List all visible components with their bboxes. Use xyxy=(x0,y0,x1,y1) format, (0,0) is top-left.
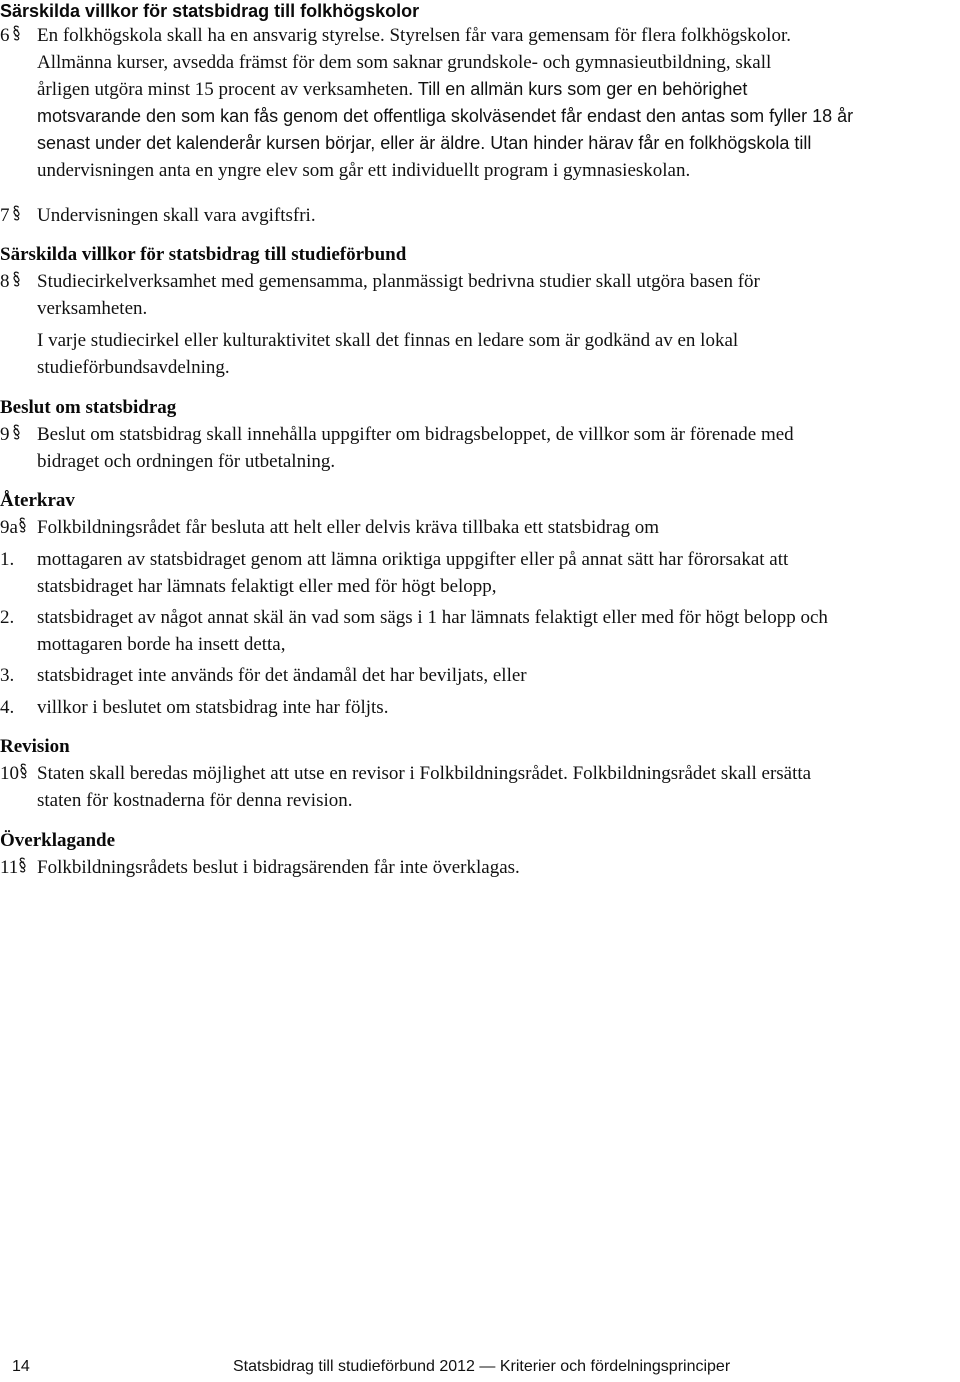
paragraph-number: 9a xyxy=(0,514,36,541)
section-sign-icon xyxy=(18,516,27,534)
paragraph-8 xyxy=(0,268,960,322)
section-heading-revision: Revision xyxy=(0,736,70,757)
paragraph-line: Folkbildningsrådet får besluta att helt eller delvis kräva tillbaka ett statsbidrag om xyxy=(37,517,660,538)
paragraph-line: senast under det kalenderår kursen börjar, eller är äldre. Utan hinder härav får en folkhögskola till xyxy=(37,133,812,153)
paragraph-number: 8 xyxy=(0,268,36,295)
list-item xyxy=(0,546,960,600)
list-item-line: statsbidraget inte används för det ändamål det har beviljats, eller xyxy=(37,665,527,686)
paragraph-line: årligen utgöra minst 15 procent av verksamheten. Till en allmän kurs som ger en behörighet xyxy=(37,79,748,100)
paragraph-line: En folkhögskola skall ha en ansvarig styrelse. Styrelsen får vara gemensam för flera folkhögskolor. xyxy=(37,25,791,46)
paragraph-7 xyxy=(0,202,960,229)
section-sign-icon xyxy=(12,204,21,222)
section-heading-overklagande: Överklagande xyxy=(0,830,116,851)
paragraph-8-continued xyxy=(0,327,960,381)
paragraph-line: Folkbildningsrådets beslut i bidragsärenden får inte överklagas. xyxy=(37,857,520,878)
paragraph-number: 9 xyxy=(0,421,36,448)
paragraph-10 xyxy=(0,760,960,814)
list-item xyxy=(0,694,960,721)
paragraph-number: 7 xyxy=(0,202,36,229)
paragraph-number: 10 xyxy=(0,760,36,787)
paragraph-line: studieförbundsavdelning. xyxy=(37,357,230,378)
section-sign-icon xyxy=(12,270,21,288)
list-item-number: 1. xyxy=(0,549,15,570)
list-item-line: mottagaren av statsbidraget genom att lämna oriktiga uppgifter eller på annat sätt har förorsakat att xyxy=(37,549,789,570)
paragraph-line: Staten skall beredas möjlighet att utse en revisor i Folkbildningsrådet. Folkbildningsrådet skall ersätta xyxy=(37,763,812,784)
section-sign-icon xyxy=(12,24,21,42)
section-heading-studieforbund: Särskilda villkor för statsbidrag till studieförbund xyxy=(0,244,407,265)
paragraph-9 xyxy=(0,421,960,475)
list-item xyxy=(0,662,960,689)
paragraph-9a xyxy=(0,514,960,541)
section-sign-icon xyxy=(18,856,27,874)
paragraph-line: staten för kostnaderna för denna revision. xyxy=(37,790,353,811)
section-heading-aterkrav: Återkrav xyxy=(0,490,75,511)
section-sign-icon xyxy=(19,762,28,780)
list-item-line: mottagaren borde ha insett detta, xyxy=(37,634,286,655)
paragraph-line: Allmänna kurser, avsedda främst för dem som saknar grundskole- och gymnasieutbildning, skall xyxy=(37,52,772,73)
list-item-line: statsbidraget av något annat skäl än vad som sägs i 1 har lämnats felaktigt eller med för högt belopp och xyxy=(37,607,828,628)
footer-title: Statsbidrag till studieförbund 2012 — Kriterier och fördelningsprinciper xyxy=(233,1358,731,1375)
list-item-number: 4. xyxy=(0,697,15,718)
section-sign-icon xyxy=(12,423,21,441)
list-item-line: statsbidraget har lämnats felaktigt eller med för högt belopp, xyxy=(37,576,497,597)
list-item-line: villkor i beslutet om statsbidrag inte har följts. xyxy=(37,697,389,718)
section-heading-beslut: Beslut om statsbidrag xyxy=(0,397,177,418)
paragraph-line: bidraget och ordningen för utbetalning. xyxy=(37,451,336,472)
page-number: 14 xyxy=(12,1358,30,1375)
paragraph-number: 6 xyxy=(0,22,36,49)
paragraph-line: I varje studiecirkel eller kulturaktivitet skall det finnas en ledare som är godkänd av en lokal xyxy=(37,330,739,351)
list-item-number: 3. xyxy=(0,665,15,686)
page-footer xyxy=(0,1358,960,1380)
section-heading-folkhogskolor: Särskilda villkor för statsbidrag till folkhögskolor xyxy=(0,1,420,21)
paragraph-line: verksamheten. xyxy=(37,298,148,319)
paragraph-line: Beslut om statsbidrag skall innehålla uppgifter om bidragsbeloppet, de villkor som är förenade med xyxy=(37,424,794,445)
paragraph-11 xyxy=(0,854,960,881)
paragraph-line: motsvarande den som kan fås genom det offentliga skolväsendet får endast den antas som fyller 18 år xyxy=(37,106,854,126)
paragraph-line: undervisningen anta en yngre elev som går ett individuellt program i gymnasieskolan. xyxy=(37,160,691,181)
paragraph-number: 11 xyxy=(0,854,36,881)
paragraph-6 xyxy=(0,22,960,184)
paragraph-line: Studiecirkelverksamhet med gemensamma, planmässigt bedrivna studier skall utgöra basen för xyxy=(37,271,760,292)
paragraph-line: Undervisningen skall vara avgiftsfri. xyxy=(37,205,316,226)
list-item xyxy=(0,604,960,658)
list-item-number: 2. xyxy=(0,607,15,628)
